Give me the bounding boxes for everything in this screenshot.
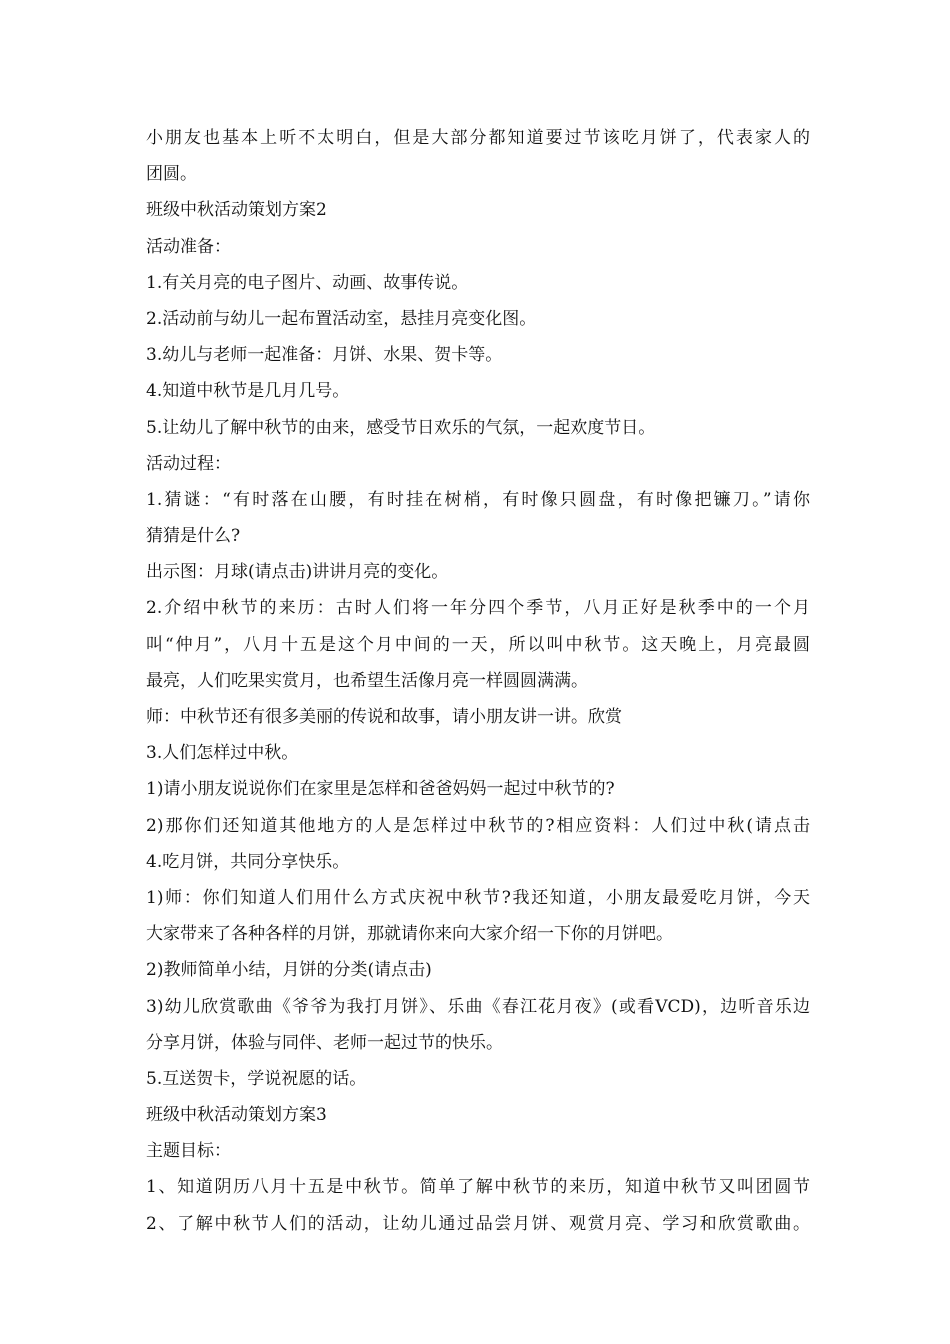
text-line: 叫“仲月”，八月十五是这个月中间的一天，所以叫中秋节。这天晚上，月亮最圆	[146, 634, 810, 655]
text-line: 4.吃月饼，共同分享快乐。	[146, 851, 350, 872]
text-line: 1.猜谜：“有时落在山腰，有时挂在树梢，有时像只圆盘，有时像把镰刀。”请你	[146, 489, 810, 510]
text-line: 活动准备：	[146, 236, 231, 257]
text-line: 分享月饼，体验与同伴、老师一起过节的快乐。	[146, 1032, 503, 1053]
text-line: 大家带来了各种各样的月饼，那就请你来向大家介绍一下你的月饼吧。	[146, 924, 673, 945]
text-line: 1、知道阴历八月十五是中秋节。简单了解中秋节的来历，知道中秋节又叫团圆节	[146, 1177, 810, 1198]
text-line: 班级中秋活动策划方案2	[146, 200, 327, 221]
text-line: 班级中秋活动策划方案3	[146, 1105, 327, 1126]
text-line: 4.知道中秋节是几月几号。	[146, 381, 350, 402]
text-line: 1.有关月亮的电子图片、动画、故事传说。	[146, 272, 469, 293]
text-line: 5.让幼儿了解中秋节的由来，感受节日欢乐的气氛，一起欢度节日。	[146, 417, 656, 438]
text-line: 出示图：月球(请点击)讲讲月亮的变化。	[146, 562, 449, 583]
document-body	[146, 120, 810, 1242]
text-line: 活动过程：	[146, 453, 231, 474]
text-line: 2)那你们还知道其他地方的人是怎样过中秋节的?相应资料：人们过中秋(请点击	[146, 815, 810, 836]
text-line: 团圆。	[146, 164, 197, 185]
text-line: 3.人们怎样过中秋。	[146, 743, 299, 764]
text-line: 3.幼儿与老师一起准备：月饼、水果、贺卡等。	[146, 345, 503, 366]
text-line: 猜猜是什么?	[146, 526, 241, 547]
text-line: 2.介绍中秋节的来历：古时人们将一年分四个季节，八月正好是秋季中的一个月	[146, 598, 810, 619]
text-line: 3)幼儿欣赏歌曲《爷爷为我打月饼》、乐曲《春江花月夜》(或看VCD)，边听音乐边	[146, 996, 810, 1017]
text-line: 1)师：你们知道人们用什么方式庆祝中秋节?我还知道，小朋友最爱吃月饼，今天	[146, 887, 810, 908]
text-line: 2)教师简单小结，月饼的分类(请点击)	[146, 960, 432, 981]
text-line: 2、了解中秋节人们的活动，让幼儿通过品尝月饼、观赏月亮、学习和欣赏歌曲。	[146, 1213, 810, 1234]
text-line: 1)请小朋友说说你们在家里是怎样和爸爸妈妈一起过中秋节的?	[146, 779, 615, 800]
text-line: 最亮，人们吃果实赏月，也希望生活像月亮一样圆圆满满。	[146, 670, 588, 691]
text-line: 主题目标：	[146, 1141, 231, 1162]
text-line: 师：中秋节还有很多美丽的传说和故事，请小朋友讲一讲。欣赏	[146, 707, 622, 727]
text-line: 小朋友也基本上听不太明白，但是大部分都知道要过节该吃月饼了，代表家人的	[146, 128, 810, 148]
text-line: 2.活动前与幼儿一起布置活动室，悬挂月亮变化图。	[146, 308, 537, 329]
text-line: 5.互送贺卡，学说祝愿的话。	[146, 1068, 367, 1089]
